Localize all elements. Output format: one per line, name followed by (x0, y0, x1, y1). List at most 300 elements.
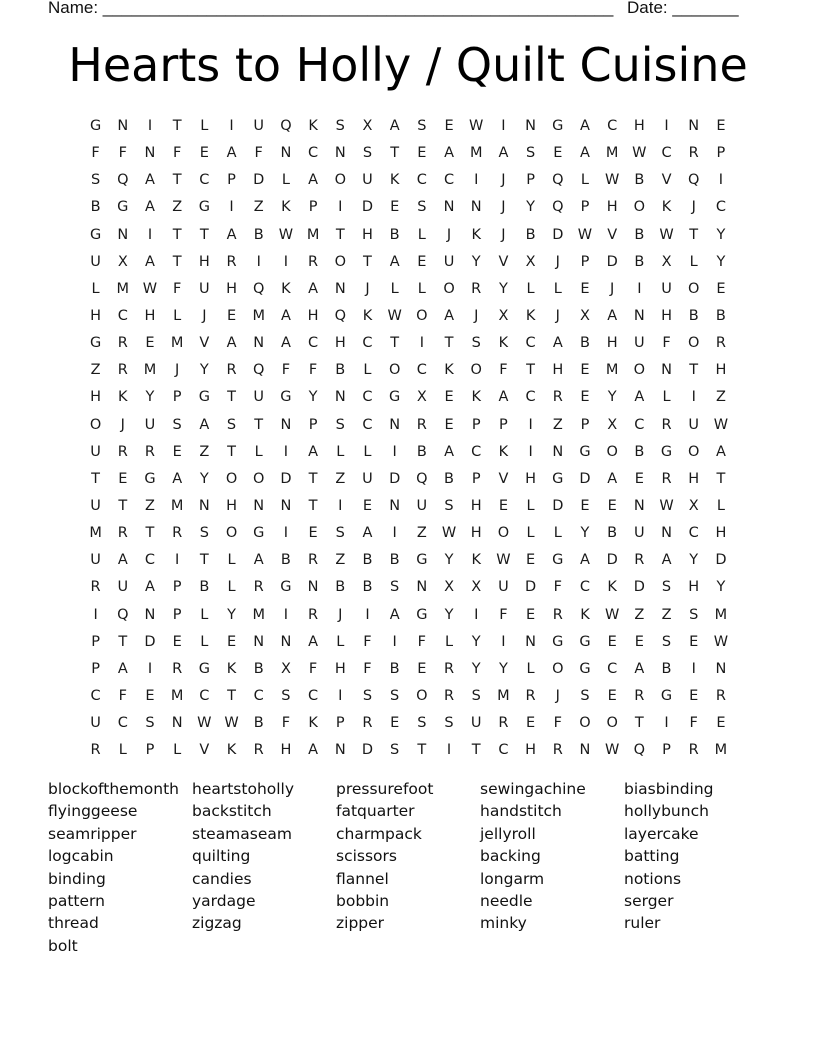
grid-letter: I (147, 660, 153, 677)
grid-letter: W (577, 226, 593, 243)
grid-letter: L (118, 742, 127, 759)
grid-letter: Z (634, 606, 645, 623)
grid-letter: N (633, 497, 645, 514)
grid-letter: O (225, 470, 238, 487)
grid-letter: R (226, 253, 237, 270)
grid-letter: L (281, 172, 290, 189)
word-list-item: thread (48, 914, 99, 933)
grid-letter: W (387, 307, 402, 324)
grid-letter: R (552, 606, 563, 623)
grid-letter: R (498, 715, 509, 732)
grid-letter: I (691, 660, 696, 677)
grid-letter: U (416, 497, 428, 514)
grid-letter: E (689, 687, 699, 704)
grid-letter: G (144, 470, 156, 487)
grid-letter: O (225, 525, 238, 542)
grid-letter: I (229, 118, 234, 134)
grid-letter: E (444, 118, 454, 134)
grid-letter: C (607, 660, 618, 677)
grid-letter: R (443, 687, 455, 704)
grid-letter: O (606, 443, 618, 460)
grid-letter: Y (199, 362, 209, 379)
grid-letter: N (253, 335, 265, 352)
grid-letter: T (471, 742, 481, 759)
grid-letter: U (362, 172, 373, 189)
grid-letter: G (579, 443, 591, 460)
grid-letter: R (688, 742, 699, 759)
grid-letter: N (552, 443, 564, 460)
grid-letter: O (552, 660, 564, 677)
grid-letter: A (634, 389, 645, 406)
grid-letter: K (661, 199, 672, 216)
grid-letter: I (392, 525, 397, 542)
grid-letter: L (200, 118, 209, 134)
grid-letter: C (253, 687, 264, 704)
grid-letter: C (90, 687, 101, 704)
grid-letter: J (691, 199, 696, 216)
grid-letter: H (470, 525, 482, 542)
grid-letter: N (579, 742, 591, 759)
grid-letter: B (362, 579, 373, 596)
grid-letter: E (607, 497, 617, 514)
word-list-item: biasbinding (624, 780, 714, 798)
grid-letter: N (280, 145, 292, 162)
grid-letter: C (362, 389, 373, 406)
grid-letter: U (498, 579, 509, 596)
grid-letter: D (633, 579, 645, 596)
grid-letter: N (117, 226, 129, 243)
grid-letter: T (227, 443, 236, 460)
grid-letter: P (580, 416, 590, 433)
grid-letter: H (198, 253, 210, 270)
grid-letter: B (389, 552, 400, 569)
grid-letter: G (579, 633, 591, 650)
grid-letter: C (144, 552, 156, 569)
word-list-item: flannel (336, 869, 389, 888)
grid-letter: O (334, 172, 346, 189)
grid-letter: H (226, 280, 237, 297)
grid-letter: I (528, 443, 533, 460)
grid-letter: O (89, 416, 102, 433)
grid-letter: D (525, 579, 537, 596)
grid-letter: T (227, 687, 236, 704)
grid-letter: S (335, 525, 345, 542)
grid-letter: K (471, 389, 481, 406)
grid-letter: A (580, 145, 590, 162)
grid-letter: A (280, 335, 291, 352)
grid-letter: R (715, 687, 726, 704)
grid-letter: L (553, 525, 562, 542)
grid-letter: G (89, 335, 102, 352)
grid-letter: W (441, 525, 457, 542)
grid-letter: M (605, 145, 619, 162)
word-list-item: bobbin (336, 891, 390, 910)
grid-letter: M (306, 226, 320, 243)
grid-letter: F (553, 579, 562, 596)
grid-letter: L (417, 226, 426, 243)
grid-letter: S (471, 335, 481, 352)
grid-letter: F (363, 660, 372, 677)
grid-letter: S (689, 606, 699, 623)
grid-letter: E (634, 633, 644, 650)
grid-letter: P (172, 579, 182, 596)
grid-letter: A (362, 525, 373, 542)
grid-letter: N (416, 579, 428, 596)
grid-letter: F (363, 633, 372, 650)
grid-letter: A (145, 199, 155, 216)
grid-letter: F (662, 335, 671, 352)
grid-letter: Q (253, 362, 265, 379)
grid-letter: K (498, 443, 509, 460)
grid-letter: U (90, 443, 101, 460)
name-field[interactable]: Name: ______________________________________________________ (48, 0, 614, 17)
grid-letter: A (389, 118, 400, 134)
grid-letter: L (227, 552, 236, 569)
grid-letter: X (525, 253, 536, 270)
grid-letter: E (172, 443, 182, 460)
grid-letter: S (199, 525, 209, 542)
grid-letter: S (417, 715, 427, 732)
grid-letter: Q (253, 280, 265, 297)
date-field[interactable]: Date: _______ (627, 0, 739, 17)
grid-letter: S (661, 633, 672, 650)
grid-letter: L (444, 633, 454, 650)
grid-letter: O (334, 253, 346, 270)
grid-letter: W (604, 172, 620, 189)
grid-letter: H (280, 742, 292, 759)
grid-letter: V (498, 470, 509, 487)
grid-letter: S (444, 497, 454, 514)
grid-letter: I (93, 606, 98, 623)
grid-letter: K (281, 199, 291, 216)
grid-letter: C (607, 118, 618, 134)
grid-letter: S (362, 145, 373, 162)
grid-letter: T (417, 742, 427, 759)
grid-letter: W (632, 145, 647, 162)
grid-letter: R (552, 742, 563, 759)
word-list-item: longarm (480, 869, 545, 888)
grid-letter: Y (498, 660, 508, 677)
grid-letter: I (474, 606, 479, 623)
grid-letter: R (308, 253, 319, 270)
grid-letter: G (579, 660, 591, 677)
grid-letter: T (254, 416, 264, 433)
grid-letter: R (634, 552, 645, 569)
grid-letter: T (172, 226, 182, 243)
grid-letter: U (90, 552, 101, 569)
grid-letter: W (604, 606, 620, 623)
word-list-item: serger (624, 891, 674, 910)
grid-letter: U (634, 525, 645, 542)
grid-letter: B (253, 715, 264, 732)
page-title: Hearts to Holly / Quilt Cuisine (68, 38, 748, 92)
grid-letter: N (253, 497, 265, 514)
grid-letter: P (308, 416, 318, 433)
grid-letter: I (664, 118, 669, 134)
word-list-item: ruler (624, 914, 661, 933)
grid-letter: T (118, 497, 128, 514)
grid-letter: L (173, 307, 182, 324)
grid-letter: S (417, 199, 427, 216)
grid-letter: M (170, 497, 184, 514)
grid-letter: U (253, 389, 265, 406)
grid-letter: X (688, 497, 699, 514)
grid-letter: H (470, 497, 482, 514)
grid-letter: J (555, 307, 560, 324)
grid-letter: I (338, 497, 343, 514)
grid-letter: C (199, 172, 210, 189)
grid-letter: E (580, 362, 590, 379)
grid-letter: P (227, 172, 236, 189)
grid-letter: L (363, 443, 372, 460)
grid-letter: R (525, 687, 536, 704)
grid-letter: E (417, 145, 427, 162)
grid-letter: L (200, 633, 209, 650)
grid-letter: L (526, 497, 535, 514)
grid-letter: E (145, 335, 155, 352)
grid-letter: R (90, 742, 101, 759)
grid-letter: E (526, 552, 536, 569)
grid-letter: E (607, 633, 617, 650)
grid-letter: C (443, 172, 455, 189)
grid-letter: C (308, 335, 319, 352)
grid-letter: E (226, 307, 237, 324)
grid-letter: P (91, 660, 100, 677)
grid-letter: K (444, 362, 454, 379)
grid-letter: L (336, 443, 345, 460)
grid-letter: B (444, 470, 454, 487)
grid-letter: P (580, 199, 590, 216)
grid-letter: C (199, 687, 210, 704)
grid-letter: C (416, 362, 427, 379)
grid-letter: R (362, 715, 373, 732)
word-list-item: zigzag (192, 914, 242, 933)
grid-letter: E (417, 660, 427, 677)
grid-letter: B (525, 226, 536, 243)
word-list-item: backstitch (192, 802, 272, 821)
grid-letter: G (552, 470, 564, 487)
grid-letter: P (172, 389, 182, 406)
grid-letter: C (117, 715, 128, 732)
grid-letter: D (552, 226, 564, 243)
grid-letter: N (633, 307, 645, 324)
grid-letter: W (197, 715, 212, 732)
grid-letter: D (606, 253, 618, 270)
grid-letter: R (117, 335, 128, 352)
grid-letter: N (253, 633, 265, 650)
grid-letter: M (497, 687, 510, 704)
grid-letter: N (334, 742, 346, 759)
grid-letter: S (390, 742, 400, 759)
grid-letter: G (552, 118, 564, 134)
grid-letter: H (334, 335, 346, 352)
grid-letter: N (334, 145, 346, 162)
grid-letter: U (199, 280, 210, 297)
grid-letter: T (363, 253, 372, 270)
word-list-item: sewingachine (480, 780, 586, 798)
grid-letter: B (389, 226, 400, 243)
grid-letter: U (634, 335, 645, 352)
grid-letter: E (444, 389, 454, 406)
grid-letter: Q (552, 199, 564, 216)
grid-letter: P (471, 470, 481, 487)
word-list-item: batting (624, 847, 680, 866)
word-list-item: binding (48, 869, 106, 888)
grid-letter: W (713, 633, 729, 650)
grid-letter: K (471, 226, 481, 243)
grid-letter: K (607, 579, 617, 596)
grid-letter: H (715, 362, 727, 379)
grid-letter: U (688, 416, 700, 433)
grid-letter: X (444, 579, 454, 596)
grid-letter: H (90, 389, 102, 406)
grid-letter: F (308, 362, 318, 379)
grid-letter: G (198, 660, 210, 677)
grid-letter: R (715, 335, 726, 352)
word-list-item: yardage (192, 891, 256, 910)
grid-letter: F (281, 362, 291, 379)
grid-letter: T (199, 226, 209, 243)
grid-letter: B (199, 579, 210, 596)
grid-letter: L (526, 660, 535, 677)
grid-letter: Z (715, 389, 726, 406)
grid-letter: S (525, 145, 536, 162)
grid-letter: R (443, 660, 455, 677)
grid-letter: B (661, 660, 672, 677)
grid-letter: Y (716, 253, 726, 270)
grid-letter: C (471, 443, 482, 460)
grid-letter: S (335, 416, 345, 433)
grid-letter: T (172, 172, 182, 189)
grid-letter: W (469, 118, 484, 134)
grid-letter: T (145, 525, 155, 542)
grid-letter: B (607, 525, 618, 542)
grid-letter: F (172, 280, 182, 297)
grid-letter: L (580, 172, 590, 189)
grid-letter: H (606, 199, 618, 216)
grid-letter: A (172, 470, 183, 487)
grid-letter: A (308, 172, 319, 189)
grid-letter: A (308, 742, 319, 759)
grid-letter: H (90, 307, 102, 324)
grid-letter: R (117, 525, 128, 542)
grid-letter: Y (308, 389, 318, 406)
word-list-item: needle (480, 891, 533, 910)
grid-letter: V (199, 742, 210, 759)
grid-letter: I (419, 335, 424, 352)
grid-letter: Q (416, 470, 428, 487)
grid-letter: I (718, 172, 724, 189)
grid-letter: N (661, 362, 672, 379)
grid-letter: H (688, 470, 700, 487)
grid-letter: M (170, 335, 184, 352)
grid-letter: N (525, 118, 537, 134)
grid-letter: Q (117, 172, 129, 189)
grid-letter: E (362, 497, 373, 514)
grid-letter: K (471, 552, 481, 569)
grid-letter: X (471, 579, 482, 596)
grid-letter: O (579, 715, 591, 732)
grid-letter: M (605, 362, 619, 379)
grid-letter: Z (145, 497, 155, 514)
grid-letter: T (716, 470, 726, 487)
grid-letter: Z (335, 470, 346, 487)
header-line (48, 0, 748, 20)
grid-letter: A (280, 307, 291, 324)
grid-letter: B (416, 443, 427, 460)
grid-letter: V (498, 253, 509, 270)
grid-letter: G (280, 579, 292, 596)
word-list-item: pattern (48, 891, 105, 910)
grid-letter: A (145, 579, 155, 596)
grid-letter: A (552, 335, 563, 352)
grid-letter: H (715, 525, 727, 542)
grid-letter: E (634, 470, 644, 487)
grid-letter: A (580, 118, 590, 134)
grid-letter: G (660, 687, 673, 704)
grid-letter: K (362, 307, 373, 324)
grid-letter: T (444, 335, 454, 352)
grid-letter: Y (607, 389, 617, 406)
grid-letter: A (444, 443, 454, 460)
grid-letter: E (716, 118, 726, 134)
grid-letter: N (389, 497, 401, 514)
grid-letter: E (553, 145, 563, 162)
grid-letter: L (689, 253, 698, 270)
grid-letter: L (227, 579, 236, 596)
grid-letter: B (280, 552, 291, 569)
grid-letter: Y (580, 525, 590, 542)
grid-letter: I (283, 525, 289, 542)
grid-letter: A (145, 253, 155, 270)
grid-letter: E (526, 715, 536, 732)
grid-letter: G (552, 633, 564, 650)
grid-letter: T (335, 226, 345, 243)
grid-letter: N (443, 199, 455, 216)
grid-letter: J (338, 606, 343, 623)
grid-letter: R (308, 552, 319, 569)
grid-letter: T (172, 118, 182, 134)
grid-letter: F (91, 145, 100, 162)
grid-letter: N (280, 416, 292, 433)
grid-letter: A (226, 226, 237, 243)
grid-letter: M (714, 606, 728, 623)
grid-letter: G (280, 389, 292, 406)
word-list-item: charmpack (336, 824, 422, 843)
grid-letter: I (528, 416, 533, 433)
grid-letter: D (552, 497, 564, 514)
grid-letter: D (389, 470, 401, 487)
grid-letter: H (525, 742, 537, 759)
grid-letter: P (471, 416, 481, 433)
grid-letter: J (555, 253, 560, 270)
grid-letter: W (604, 742, 620, 759)
grid-letter: I (392, 633, 397, 650)
grid-letter: U (90, 253, 101, 270)
grid-letter: H (606, 335, 618, 352)
grid-letter: Q (280, 118, 292, 134)
grid-letter: F (118, 145, 127, 162)
grid-letter: I (501, 118, 506, 134)
grid-letter: A (253, 552, 264, 569)
grid-letter: E (226, 633, 237, 650)
grid-letter: F (553, 715, 562, 732)
grid-letter: O (633, 362, 646, 379)
grid-letter: W (659, 497, 674, 514)
grid-letter: X (280, 660, 291, 677)
word-list-item: layercake (624, 824, 699, 843)
grid-letter: B (362, 552, 373, 569)
